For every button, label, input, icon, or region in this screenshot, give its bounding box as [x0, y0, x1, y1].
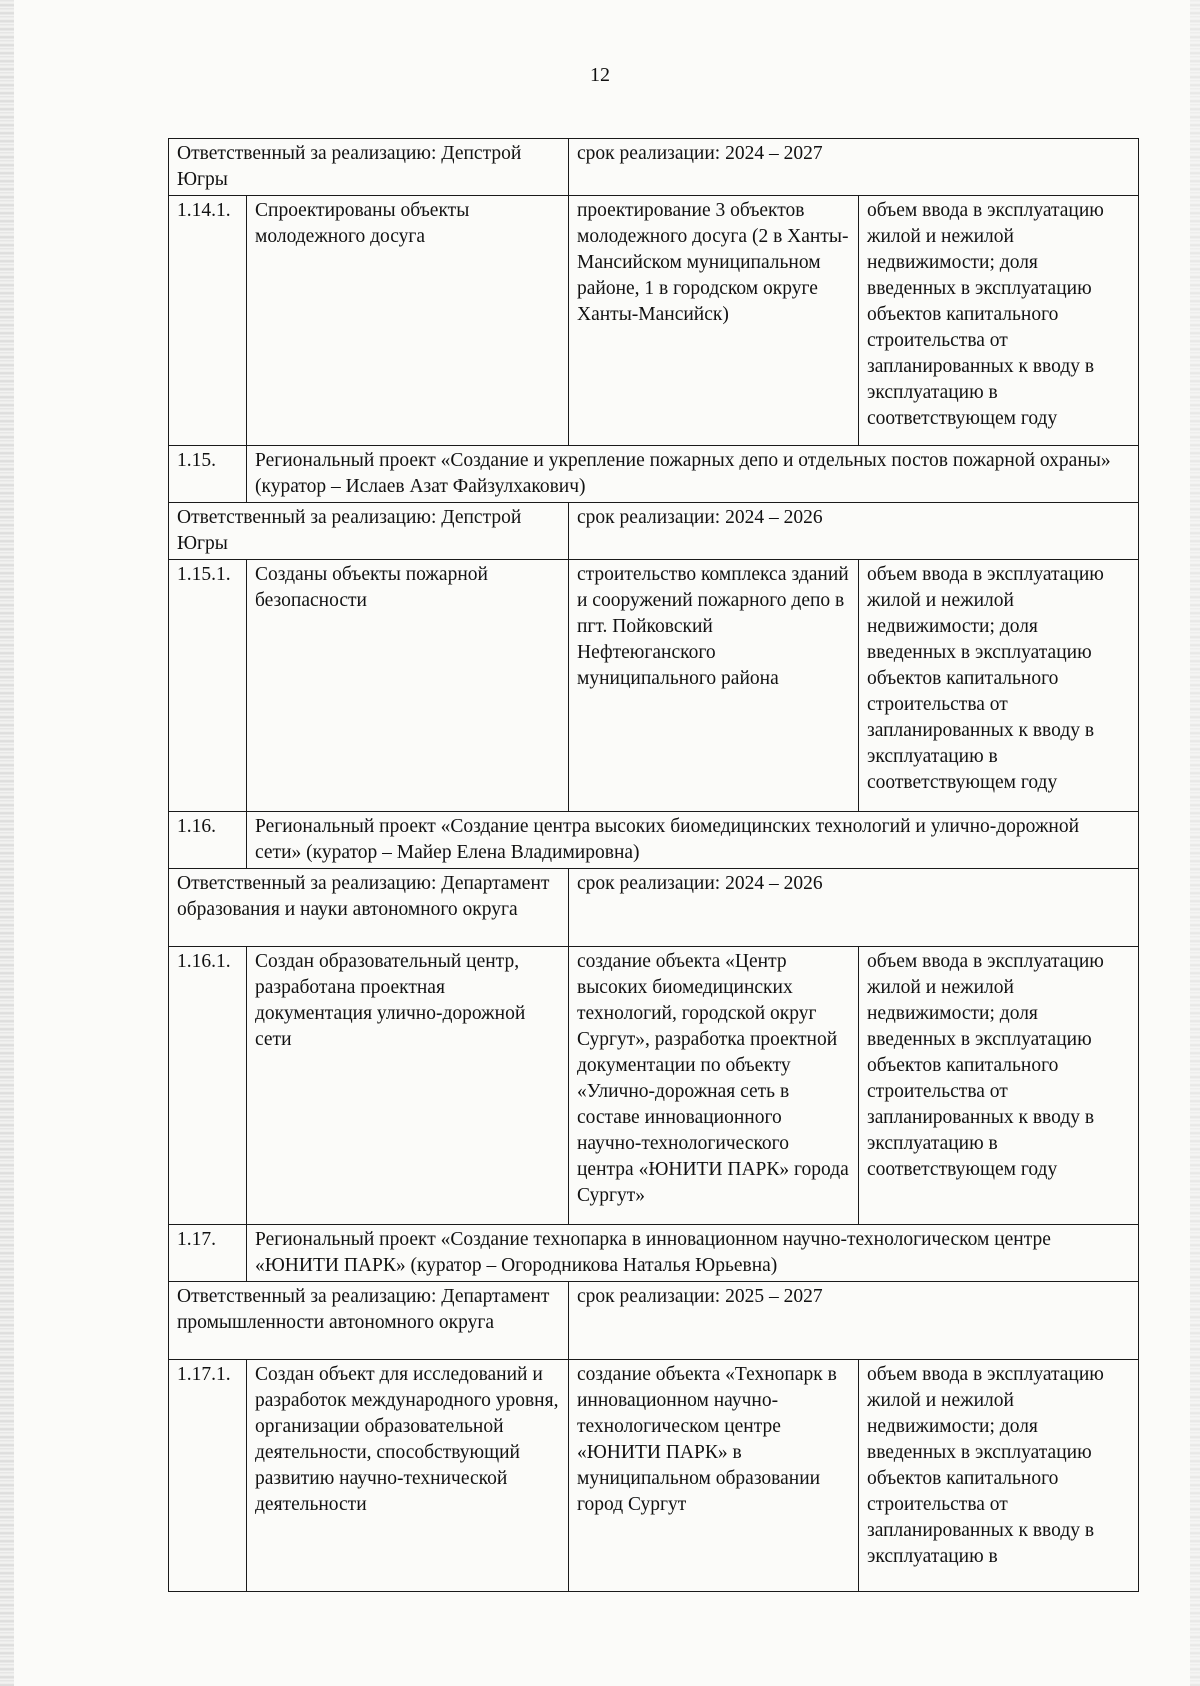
project-title: Региональный проект «Создание центра высоких биомедицинских технологий и улично-дорожной сети» (куратор – Майер Елена Владимировна) [247, 812, 1139, 869]
item-result: Создан объект для исследований и разработок международного уровня, организации образовательной деятельности, способствующий развитию научно-технической деятельности [247, 1360, 569, 1592]
scan-edge-left [0, 0, 14, 1686]
item-result: Спроектированы объекты молодежного досуга [247, 196, 569, 446]
item-number: 1.14.1. [169, 196, 247, 446]
term-cell: срок реализации: 2025 – 2027 [569, 1282, 1139, 1360]
item-description: строительство комплекса зданий и сооружений пожарного депо в пгт. Пойковский Нефтеюганского муниципального района [569, 560, 859, 812]
term-cell: срок реализации: 2024 – 2026 [569, 869, 1139, 947]
responsible-cell: Ответственный за реализацию: Департамент образования и науки автономного округа [169, 869, 569, 947]
page-number: 12 [590, 64, 610, 86]
project-number: 1.15. [169, 446, 247, 503]
item-result: Созданы объекты пожарной безопасности [247, 560, 569, 812]
responsible-cell: Ответственный за реализацию: Департамент промышленности автономного округа [169, 1282, 569, 1360]
table-row [169, 947, 1139, 1225]
responsible-cell: Ответственный за реализацию: Депстрой Югры [169, 503, 569, 560]
table-row [169, 1360, 1139, 1592]
responsible-row [169, 869, 1139, 947]
table-row [169, 560, 1139, 812]
project-title: Региональный проект «Создание и укрепление пожарных депо и отдельных постов пожарной охраны» (куратор – Ислаев Азат Файзулхакович) [247, 446, 1139, 503]
item-number: 1.15.1. [169, 560, 247, 812]
responsible-row [169, 139, 1139, 196]
item-number: 1.16.1. [169, 947, 247, 1225]
project-number: 1.17. [169, 1225, 247, 1282]
project-number: 1.16. [169, 812, 247, 869]
responsible-row [169, 503, 1139, 560]
item-indicator: объем ввода в эксплуатацию жилой и нежилой недвижимости; доля введенных в эксплуатацию объектов капитального строительства от запланированных к вводу в эксплуатацию в соответствующем году [859, 196, 1139, 446]
item-description: создание объекта «Центр высоких биомедицинских технологий, городской округ Сургут», разработка проектной документации по объекту «Улично-дорожная сеть в составе инновационного научно-технологического центра «ЮНИТИ ПАРК» города Сургут» [569, 947, 859, 1225]
item-indicator: объем ввода в эксплуатацию жилой и нежилой недвижимости; доля введенных в эксплуатацию объектов капитального строительства от запланированных к вводу в эксплуатацию в соответствующем году [859, 560, 1139, 812]
item-number: 1.17.1. [169, 1360, 247, 1592]
project-row [169, 1225, 1139, 1282]
term-cell: срок реализации: 2024 – 2026 [569, 503, 1139, 560]
project-row [169, 446, 1139, 503]
table-row [169, 196, 1139, 446]
scan-edge-right [1190, 0, 1200, 1686]
term-cell: срок реализации: 2024 – 2027 [569, 139, 1139, 196]
item-description: создание объекта «Технопарк в инновационном научно-технологическом центре «ЮНИТИ ПАРК» в муниципальном образовании город Сургут [569, 1360, 859, 1592]
item-result: Создан образовательный центр, разработана проектная документация улично-дорожной сети [247, 947, 569, 1225]
responsible-cell: Ответственный за реализацию: Депстрой Югры [169, 139, 569, 196]
item-description: проектирование 3 объектов молодежного досуга (2 в Ханты-Мансийском муниципальном районе, 1 в городском округе Ханты-Мансийск) [569, 196, 859, 446]
projects-table [168, 138, 1139, 1592]
project-row [169, 812, 1139, 869]
item-indicator: объем ввода в эксплуатацию жилой и нежилой недвижимости; доля введенных в эксплуатацию объектов капитального строительства от запланированных к вводу в эксплуатацию в [859, 1360, 1139, 1592]
project-title: Региональный проект «Создание технопарка в инновационном научно-технологическом центре «ЮНИТИ ПАРК» (куратор – Огородникова Наталья Юрьевна) [247, 1225, 1139, 1282]
item-indicator: объем ввода в эксплуатацию жилой и нежилой недвижимости; доля введенных в эксплуатацию объектов капитального строительства от запланированных к вводу в эксплуатацию в соответствующем году [859, 947, 1139, 1225]
responsible-row [169, 1282, 1139, 1360]
